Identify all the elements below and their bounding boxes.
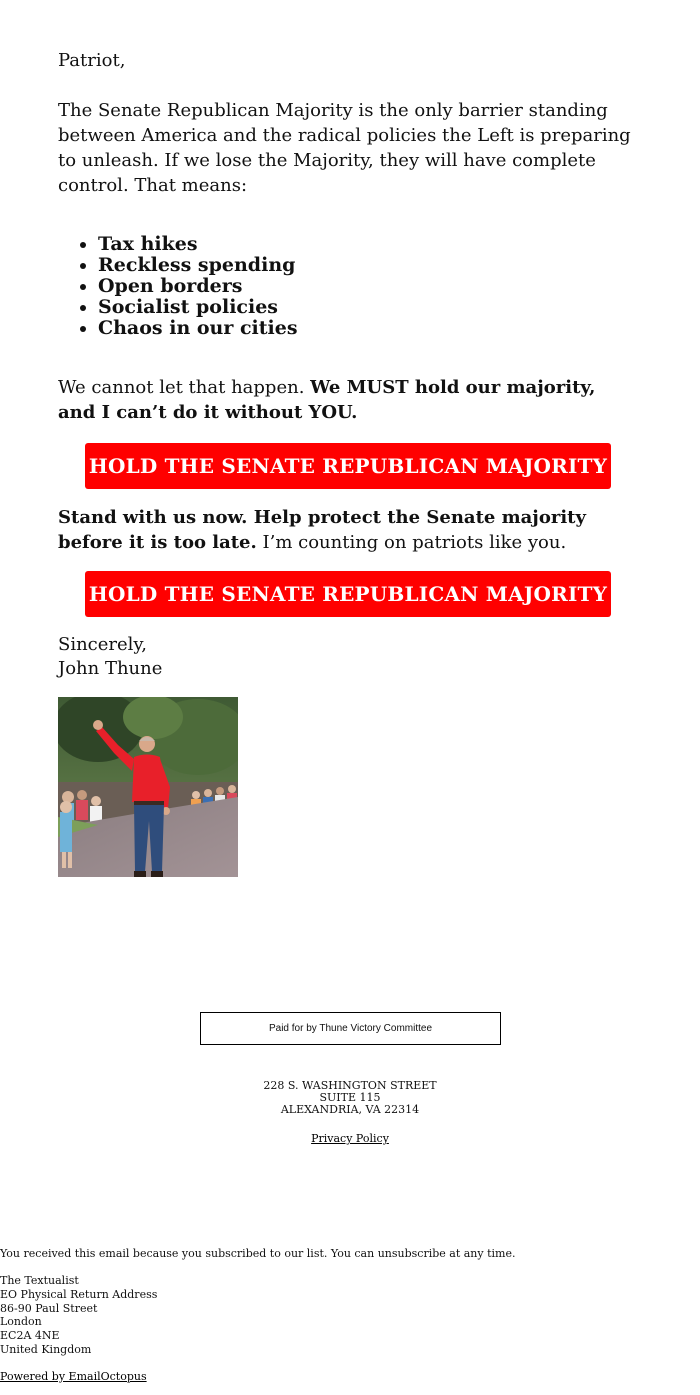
address-line: ALEXANDRIA, VA 22314 [280,1103,420,1116]
stand-text: I’m counting on patriots like you. [256,532,567,553]
list-item: • Socialist policies [98,297,638,318]
list-item: • Chaos in our cities [98,318,638,339]
greeting: Patriot, [58,50,126,71]
cta-container-top [58,443,638,489]
intro-paragraph: The Senate Republican Majority is the only barrier standing between America and the radical policies the Left is preparing to unleash. If we lose the Majority, they will have complete control. That means: [58,100,631,196]
powered-by-link[interactable]: Powered by EmailOctopus [0,1370,147,1383]
signature-name: John Thune [58,658,163,679]
issues-list [58,234,638,339]
candidate-photo [58,697,238,877]
plea-paragraph [58,375,638,425]
privacy-policy-link[interactable]: Privacy Policy [311,1132,389,1145]
paid-for-disclaimer: Paid for by Thune Victory Committee [200,1012,501,1045]
list-item: • Open borders [98,276,638,297]
sender-line: London [0,1315,42,1329]
mailing-address [0,1080,700,1116]
sender-line: United Kingdom [0,1342,92,1356]
sender-address [0,1274,157,1357]
letter-body [58,48,638,877]
stand-paragraph [58,505,638,555]
list-item: • Tax hikes [98,234,638,255]
list-item: • Reckless spending [98,255,638,276]
plea-bold-text: We MUST hold our majority, and I can’t do it without YOU. [58,377,596,423]
plea-text: We cannot let that happen. [58,377,311,398]
sender-line: EC2A 4NE [0,1329,60,1343]
address-line: 228 S. WASHINGTON STREET [263,1079,437,1092]
subscribe-note: You received this email because you subscribed to our list. You can unsubscribe at any time. [0,1247,516,1260]
privacy-container [0,1132,700,1145]
hold-majority-button-top[interactable]: HOLD THE SENATE REPUBLICAN MAJORITY [85,443,611,489]
powered-by-container [0,1370,147,1383]
hold-majority-button-bottom[interactable]: HOLD THE SENATE REPUBLICAN MAJORITY [85,571,611,617]
sender-line: EO Physical Return Address [0,1287,158,1301]
address-line: SUITE 115 [319,1091,381,1104]
signoff [58,633,638,681]
cta-container-bottom [58,571,638,617]
signoff-text: Sincerely, [58,634,147,655]
stand-bold-text: Stand with us now. Help protect the Senate majority before it is too late. [58,507,586,553]
sender-line: 86-90 Paul Street [0,1301,98,1315]
sender-line: The Textualist [0,1274,79,1287]
